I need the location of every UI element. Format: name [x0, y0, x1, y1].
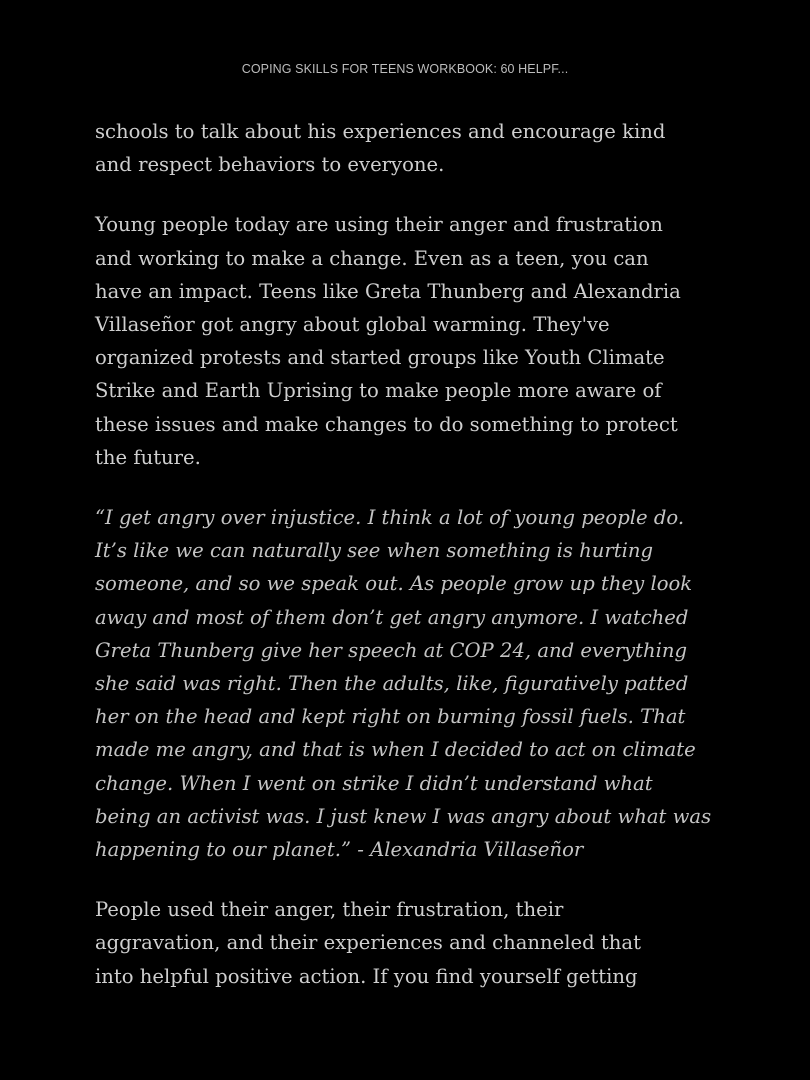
quote-line: change. When I went on strike I didn’t understand what — [95, 771, 653, 795]
text-line: organized protests and started groups like Youth Climate — [95, 346, 665, 370]
text-line: schools to talk about his experiences and encourage kind — [95, 120, 666, 143]
quote-line: being an activist was. I just knew I was angry about what was — [95, 804, 712, 828]
paragraph — [95, 115, 725, 181]
text-line: aggravation, and their experiences and channeled that — [95, 931, 641, 955]
page-text — [95, 115, 725, 993]
text-line: into helpful positive action. If you find yourself getting — [95, 964, 638, 988]
quote-paragraph — [95, 501, 725, 866]
text-line: the future. — [95, 445, 201, 469]
text-line: Young people today are using their anger and frustration — [95, 213, 663, 237]
quote-line: her on the head and kept right on burning fossil fuels. That — [95, 705, 686, 729]
quote-line: It’s like we can naturally see when something is hurting — [95, 539, 654, 563]
quote-line: made me angry, and that is when I decided to act on climate — [95, 738, 696, 762]
quote-line: away and most of them don’t get angry anymore. I watched — [95, 605, 689, 629]
book-title-header: COPING SKILLS FOR TEENS WORKBOOK: 60 HELPF... — [241, 62, 569, 76]
quote-line: someone, and so we speak out. As people grow up they look — [95, 572, 693, 596]
text-line: Villaseñor got angry about global warming. They've — [95, 313, 610, 337]
text-line: Strike and Earth Uprising to make people more aware of — [95, 379, 662, 403]
text-line: People used their anger, their frustration, their — [95, 898, 564, 922]
quote-line: Greta Thunberg give her speech at COP 24, and everything — [95, 638, 688, 662]
text-line: and respect behaviors to everyone. — [95, 153, 445, 177]
text-line: and working to make a change. Even as a teen, you can — [95, 246, 649, 270]
paragraph — [95, 208, 725, 474]
paragraph — [95, 893, 725, 993]
quote-line: she said was right. Then the adults, like, figuratively patted — [95, 672, 689, 696]
quote-line: happening to our planet.” - Alexandria Villaseñor — [95, 838, 584, 862]
text-line: these issues and make changes to do something to protect — [95, 412, 678, 436]
quote-line: “I get angry over injustice. I think a lot of young people do. — [95, 506, 685, 530]
text-line: have an impact. Teens like Greta Thunberg and Alexandria — [95, 279, 681, 303]
